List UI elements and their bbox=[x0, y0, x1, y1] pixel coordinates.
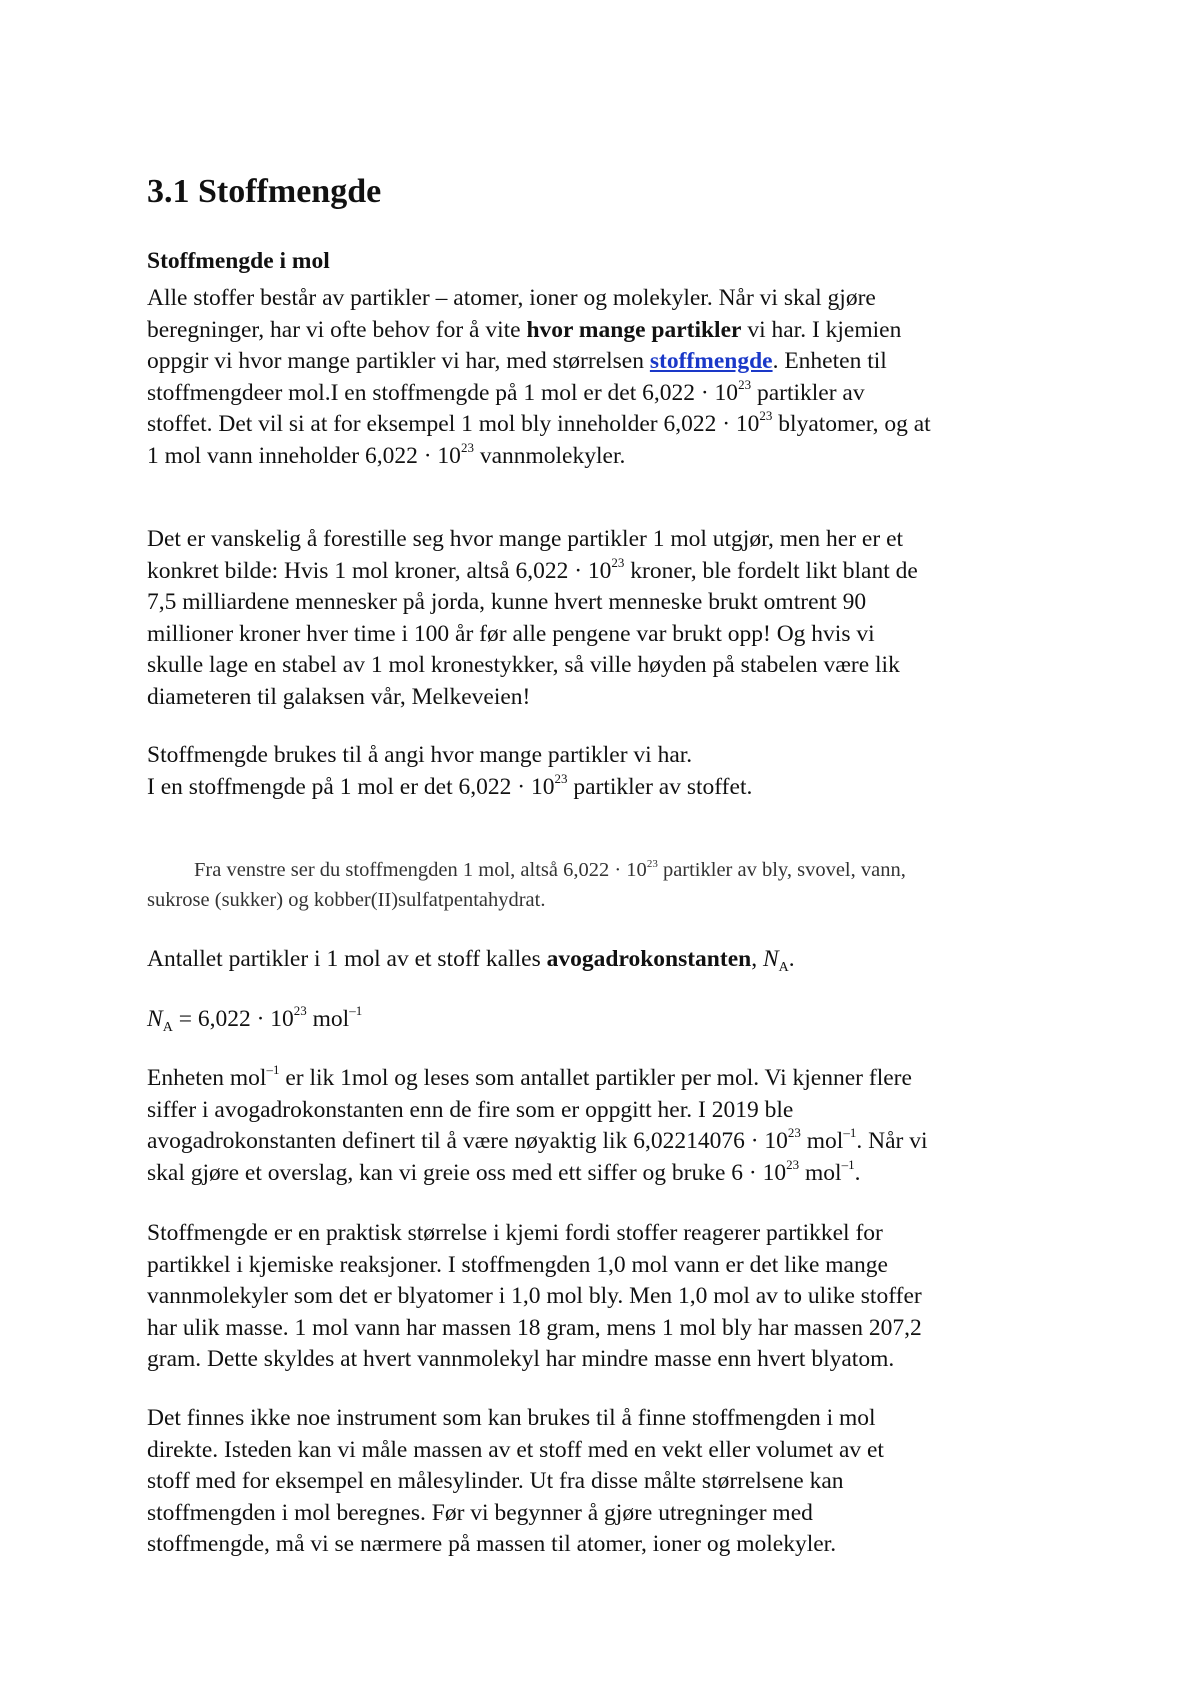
text-line bbox=[147, 619, 1077, 651]
text-line bbox=[147, 1063, 1077, 1095]
bold-term: avogadrokonstanten bbox=[546, 946, 752, 972]
paragraph-avogadro bbox=[147, 944, 1077, 976]
text-run: 1 mol vann inneholder 6,022 · 10 bbox=[147, 442, 461, 469]
image-caption bbox=[147, 855, 1077, 915]
text-run: mol bbox=[799, 1159, 842, 1186]
text-run: vannmolekyler. bbox=[473, 442, 626, 469]
stoffmengde-link[interactable]: stoffmengde bbox=[649, 348, 773, 374]
text-run: oppgir vi hvor mange partikler vi har, med størrelsen bbox=[147, 348, 650, 374]
text-run: konkret bilde: Hvis 1 mol kroner, altså 6,022 · 10 bbox=[147, 557, 612, 584]
text-line bbox=[147, 1403, 1077, 1435]
text-line bbox=[147, 1313, 1077, 1345]
exponent: –1 bbox=[266, 1062, 280, 1077]
text-line bbox=[147, 1218, 1077, 1250]
exponent: 23 bbox=[738, 376, 752, 392]
text-run: stoff med for eksempel en målesylinder. Ut fra disse målte størrelsene kan bbox=[147, 1468, 844, 1494]
paragraph-practical bbox=[147, 1218, 1077, 1376]
text-run: I en stoffmengde på 1 mol er det 6,022 · 10 bbox=[147, 773, 555, 800]
text-line bbox=[147, 1095, 1077, 1127]
bold-term: hvor mange partikler bbox=[526, 316, 742, 343]
exponent: 23 bbox=[293, 1003, 307, 1018]
text-run: partikler av stoffet. bbox=[567, 773, 753, 800]
symbol-n: N bbox=[147, 1006, 163, 1032]
text-run: direkte. Isteden kan vi måle massen av et stoff med en vekt eller volumet av et bbox=[147, 1436, 884, 1463]
text-line bbox=[147, 283, 1077, 315]
text-line bbox=[147, 740, 1077, 772]
text-run: er lik 1mol og leses som antallet partikler per mol. Vi kjenner flere bbox=[279, 1065, 912, 1091]
text-run: Det er vanskelig å forestille seg hvor mange partikler 1 mol utgjør, men her er et bbox=[147, 526, 904, 552]
text-line bbox=[147, 1126, 1077, 1158]
text-run: sukrose (sukker) og kobber(II)sulfatpentahydrat. bbox=[147, 889, 546, 911]
text-run: . bbox=[854, 1159, 861, 1186]
text-run: 7,5 milliardene mennesker på jorda, kunne hvert menneske brukt omtrent 90 bbox=[147, 589, 867, 615]
paragraph-intro bbox=[147, 283, 1077, 472]
text-line bbox=[147, 441, 1077, 473]
caption-line bbox=[147, 885, 1077, 915]
text-line bbox=[147, 1435, 1077, 1467]
text-run: stoffmengdeer mol.I en stoffmengde på 1 mol er det 6,022 · 10 bbox=[147, 379, 739, 406]
text-run: partikler av bbox=[751, 379, 865, 406]
text-run: kroner, ble fordelt likt blant de bbox=[624, 557, 918, 584]
text-line bbox=[147, 1466, 1077, 1498]
paragraph-illustration bbox=[147, 524, 1077, 713]
text-run: beregninger, har vi ofte behov for å vite bbox=[147, 316, 527, 343]
text-line bbox=[147, 944, 1077, 976]
paragraph-key-point bbox=[147, 740, 1077, 803]
text-run: Antallet partikler i 1 mol av et stoff kalles bbox=[147, 946, 547, 972]
paragraph-unit bbox=[147, 1063, 1077, 1189]
text-run: partikler av bly, svovel, vann, bbox=[657, 859, 906, 881]
exponent: –1 bbox=[349, 1003, 363, 1018]
text-run: . Når vi bbox=[856, 1128, 928, 1154]
text-line bbox=[147, 378, 1077, 410]
text-run: Enheten mol bbox=[147, 1065, 267, 1091]
text-run: vi har. I kjemien bbox=[741, 316, 902, 343]
exponent: 23 bbox=[787, 1125, 801, 1140]
text-line bbox=[147, 346, 1077, 378]
text-line bbox=[147, 556, 1077, 588]
text-line bbox=[147, 1281, 1077, 1313]
text-run: mol bbox=[800, 1128, 844, 1154]
text-run: Fra venstre ser du stoffmengden 1 mol, altså 6,022 · 10 bbox=[194, 859, 647, 881]
caption-line bbox=[147, 855, 1077, 885]
text-run: Det finnes ikke noe instrument som kan brukes til å finne stoffmengden i mol bbox=[147, 1405, 876, 1431]
subscript: A bbox=[778, 960, 789, 975]
exponent: 23 bbox=[786, 1156, 800, 1172]
text-run: Alle stoffer består av partikler – atomer, ioner og molekyler. Når vi skal gjøre bbox=[147, 285, 876, 311]
text-line bbox=[147, 682, 1077, 714]
text-run: avogadrokonstanten definert til å være nøyaktig lik 6,02214076 · 10 bbox=[147, 1128, 788, 1154]
text-run: stoffet. Det vil si at for eksempel 1 mol bly inneholder 6,022 · 10 bbox=[147, 411, 760, 437]
exponent: –1 bbox=[843, 1125, 857, 1140]
text-line bbox=[147, 409, 1077, 441]
subsection-heading: Stoffmengde i mol bbox=[147, 248, 330, 274]
text-run: . bbox=[788, 946, 795, 972]
text-run: gram. Dette skyldes at hvert vannmolekyl har mindre masse enn hvert blyatom. bbox=[147, 1346, 895, 1372]
text-run: Stoffmengde brukes til å angi hvor mange partikler vi har. bbox=[147, 742, 693, 768]
text-run: partikkel i kjemiske reaksjoner. I stoffmengden 1,0 mol vann er det like mange bbox=[147, 1251, 888, 1278]
text-run: = 6,022 · 10 bbox=[172, 1006, 294, 1032]
text-line bbox=[147, 1498, 1077, 1530]
text-line bbox=[147, 772, 1077, 804]
exponent: –1 bbox=[841, 1156, 855, 1172]
text-run: stoffmengden i mol beregnes. Før vi begynner å gjøre utregninger med bbox=[147, 1499, 813, 1526]
text-line bbox=[147, 315, 1077, 347]
text-run: . Enheten til bbox=[772, 348, 887, 374]
text-line bbox=[147, 650, 1077, 682]
text-line bbox=[147, 524, 1077, 556]
exponent: 23 bbox=[460, 439, 474, 455]
text-line bbox=[147, 1344, 1077, 1376]
symbol-n: N bbox=[762, 946, 779, 972]
text-run: har ulik masse. 1 mol vann har massen 18 gram, mens 1 mol bly har massen 207,2 bbox=[147, 1314, 922, 1341]
exponent: 23 bbox=[611, 554, 625, 570]
formula-line bbox=[147, 1004, 1077, 1036]
text-run: diameteren til galaksen vår, Melkeveien! bbox=[147, 683, 531, 710]
text-run: skulle lage en stabel av 1 mol kronestykker, så ville høyden på stabelen være lik bbox=[147, 652, 900, 678]
text-run: mol bbox=[306, 1006, 350, 1032]
exponent: 23 bbox=[759, 408, 773, 423]
avogadro-formula bbox=[147, 1004, 1077, 1036]
exponent: 23 bbox=[554, 770, 568, 786]
text-line bbox=[147, 1158, 1077, 1190]
text-line bbox=[147, 1529, 1077, 1561]
subscript: A bbox=[162, 1020, 173, 1035]
text-run: vannmolekyler som det er blyatomer i 1,0 mol bly. Men 1,0 mol av to ulike stoffer bbox=[147, 1283, 922, 1309]
text-run: , bbox=[751, 946, 763, 972]
text-run: siffer i avogadrokonstanten enn de fire som er oppgitt her. I 2019 ble bbox=[147, 1096, 794, 1123]
text-line bbox=[147, 587, 1077, 619]
text-run: millioner kroner hver time i 100 år før alle pengene var brukt opp! Og hvis vi bbox=[147, 620, 875, 647]
section-heading: 3.1 Stoffmengde bbox=[147, 173, 382, 210]
text-run: skal gjøre et overslag, kan vi greie oss med ett siffer og bruke 6 · 10 bbox=[147, 1159, 787, 1186]
text-run: stoffmengde, må vi se nærmere på massen til atomer, ioner og molekyler. bbox=[147, 1531, 837, 1557]
paragraph-measurement bbox=[147, 1403, 1077, 1561]
text-line bbox=[147, 1250, 1077, 1282]
exponent: 23 bbox=[646, 858, 658, 870]
text-run: blyatomer, og at bbox=[772, 411, 931, 437]
text-run: Stoffmengde er en praktisk størrelse i kjemi fordi stoffer reagerer partikkel for bbox=[147, 1220, 883, 1246]
